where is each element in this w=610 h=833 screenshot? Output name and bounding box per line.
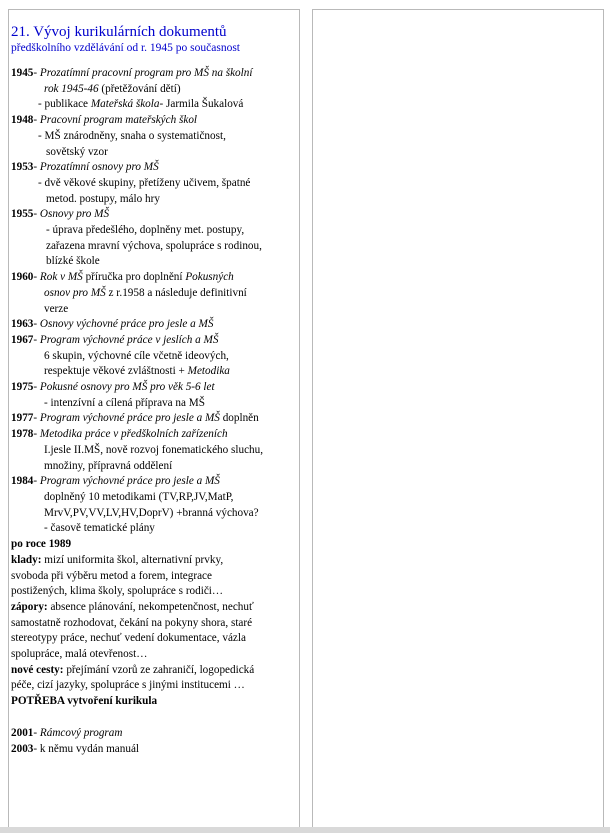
entry-1960-line: osnov pro MŠ z r.1958 a následuje definitivní [44, 286, 247, 299]
entry-2003: 2003- k němu vydán manuál [11, 742, 140, 755]
after-1989-heading: po roce 1989 [11, 538, 72, 551]
entry-1967-line: 6 skupin, výchovné cíle včetně ideových, [44, 349, 229, 362]
document-subtitle: předškolního vzdělávání od r. 1945 po současnost [11, 42, 241, 54]
entry-1955-line: zařazena mravní výchova, spolupráce s rodinou, [46, 239, 262, 252]
entry-1984-line: doplněný 10 metodikami (TV,RP,JV,MatP, [44, 490, 234, 503]
pros-line: svoboda při výběru metod a forem, integrace [11, 569, 212, 582]
cons-line: zápory: absence plánování, nekompetenčnost, nechuť [11, 600, 254, 613]
entry-1984-line: MrvV,PV,VV,LV,HV,DoprV) +branná výchova? [44, 506, 259, 519]
entry-1955-line: - úprava předešlého, doplněny met. postupy, [46, 224, 245, 237]
pros-line: postižených, klima školy, spolupráce s rodiči… [11, 585, 224, 598]
entry-1963: 1963- Osnovy výchovné práce pro jesle a MŠ [11, 318, 214, 331]
entry-1945-line: rok 1945-46 (přetěžování dětí) [44, 82, 181, 95]
entry-1948-line: sovětský vzor [46, 145, 108, 158]
entry-1984-line: - časově tematické plány [44, 522, 155, 535]
entry-1960-line: verze [44, 302, 69, 315]
entry-1967: 1967- Program výchovné práce v jeslích a MŠ [11, 333, 219, 346]
cons-line: stereotypy práce, nechuť vedení dokumentace, vázla [11, 632, 246, 645]
document-page-left [8, 9, 300, 829]
entry-1948: 1948- Pracovní program mateřských škol [11, 114, 198, 127]
entry-1955-line: blízké škole [46, 255, 100, 268]
entry-1977: 1977- Program výchovné práce pro jesle a MŠ doplněn [11, 412, 259, 425]
spacer [11, 710, 301, 726]
entry-1984: 1984- Program výchovné práce pro jesle a MŠ [11, 475, 220, 488]
entry-1953-line: metod. postupy, málo hry [46, 192, 160, 205]
entry-1953: 1953- Prozatímní osnovy pro MŠ [11, 161, 159, 174]
cons-line: samostatně rozhodovat, čekání na pokyny shora, staré [11, 616, 253, 629]
new-ways-line: péče, cizí jazyky, spolupráce s jinými institucemi … [11, 679, 245, 692]
entry-1953-line: - dvě věkové skupiny, přetíženy učivem, špatné [38, 176, 251, 189]
entry-1948-line: - MŠ znárodněny, snaha o systematičnost, [38, 129, 226, 142]
doc-1945: Prozatímní pracovní program pro MŠ na školní [39, 67, 253, 79]
entry-1967-line: respektuje věkové zvláštnosti + Metodika [44, 365, 230, 378]
entry-1975: 1975- Pokusné osnovy pro MŠ pro věk 5-6 let [11, 381, 215, 394]
horizontal-scrollbar[interactable] [0, 827, 610, 833]
document-title: 21. Vývoj kurikulárních dokumentů [11, 24, 227, 40]
entry-1955: 1955- Osnovy pro MŠ [11, 208, 110, 221]
pros-line: klady: mizí uniformita škol, alternativní prvky, [11, 553, 224, 566]
entry-2001: 2001- Rámcový program [11, 726, 123, 739]
document-page-right [312, 9, 604, 829]
year-1945: 1945 [11, 67, 34, 79]
entry-1945-publication: - publikace Mateřská škola- Jarmila Šukalová [38, 98, 244, 111]
page-content [11, 24, 301, 757]
entry-1975-line: - intenzívní a cílená příprava na MŠ [44, 396, 205, 409]
entry-1978-line: množiny, přípravná oddělení [44, 459, 173, 472]
entry-1960: 1960- Rok v MŠ příručka pro doplnění Pokusných [11, 271, 234, 284]
entry-1978-line: I.jesle II.MŠ, nově rozvoj fonematického sluchu, [44, 443, 264, 456]
entry-1945: 1945- Prozatímní pracovní program pro MŠ na školní [11, 67, 253, 79]
curriculum-need: POTŘEBA vytvoření kurikula [11, 695, 158, 708]
cons-line: spolupráce, malá otevřenost… [11, 648, 148, 661]
entry-1978: 1978- Metodika práce v předškolních zařízeních [11, 428, 228, 441]
new-ways-line: nové cesty: přejímání vzorů ze zahraničí, logopedická [11, 663, 255, 676]
